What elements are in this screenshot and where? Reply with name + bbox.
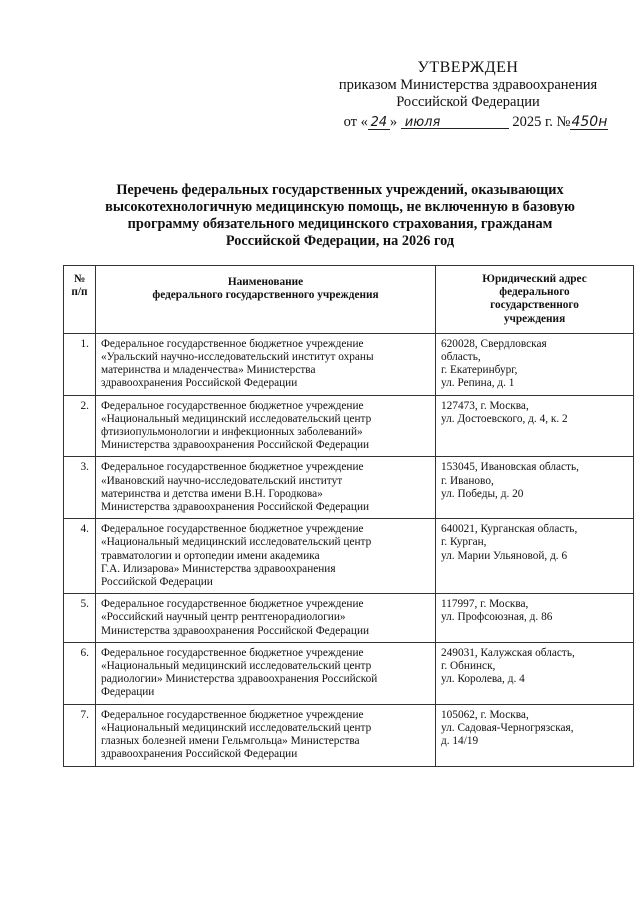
legal-address-line: г. Курган,	[441, 536, 487, 549]
institution-name-line: Министерства здравоохранения Российской Федерации	[101, 624, 370, 637]
table-row	[64, 594, 634, 643]
title-line: Перечень федеральных государственных учреждений, оказывающих	[116, 182, 564, 198]
legal-address-line: 620028, Свердловская	[441, 337, 547, 350]
legal-address	[436, 704, 634, 766]
institution-name	[96, 594, 436, 643]
table-row	[64, 519, 634, 594]
header-address-line: федерального	[499, 286, 570, 299]
institution-name-line: травматологии и ортопедии имени академика	[101, 549, 320, 562]
institution-name	[96, 642, 436, 704]
approval-ministry-line: Российской Федерации	[396, 94, 540, 110]
legal-address-line: 153045, Ивановская область,	[441, 461, 579, 474]
institution-name-line: Министерства здравоохранения Российской Федерации	[101, 501, 370, 514]
table-row	[64, 333, 634, 395]
table-row	[64, 642, 634, 704]
header-name-line: Наименование	[227, 276, 304, 288]
institution-name-line: фтизиопульмонологии и инфекционных заболеваний»	[101, 426, 363, 439]
table-row	[64, 395, 634, 457]
institution-name-line: «Уральский научно-исследовательский институт охраны	[101, 351, 374, 364]
header-address-line: учреждения	[503, 312, 566, 325]
header-name	[96, 266, 436, 334]
legal-address	[436, 395, 634, 457]
institution-name-line: Федеральное государственное бюджетное учреждение	[101, 708, 364, 721]
title-line: программу обязательного медицинского страхования, гражданам	[127, 216, 553, 232]
legal-address	[436, 457, 634, 519]
institution-name-line: Министерства здравоохранения Российской Федерации	[101, 439, 370, 452]
header-address-line: государственного	[490, 299, 579, 312]
institution-name-line: материнства и детства имени В.Н. Городкова»	[101, 487, 323, 500]
institution-name-line: радиологии» Министерства здравоохранения Российской	[101, 673, 378, 686]
handwritten-month: июля	[401, 116, 509, 129]
table-body	[64, 333, 634, 766]
header-address-line: Юридический адрес	[482, 273, 587, 285]
row-number: 7.	[64, 704, 96, 766]
header-number	[64, 266, 96, 334]
row-number: 4.	[64, 519, 96, 594]
legal-address-line: г. Иваново,	[441, 474, 494, 487]
institution-name-line: «Национальный медицинский исследовательский центр	[101, 721, 372, 734]
title-line: Российской Федерации, на 2026 год	[225, 233, 455, 249]
row-number: 3.	[64, 457, 96, 519]
legal-address-line: 249031, Калужская область,	[441, 646, 575, 659]
legal-address-line: 117997, г. Москва,	[441, 598, 529, 611]
table-row	[64, 457, 634, 519]
institution-name	[96, 519, 436, 594]
row-number: 6.	[64, 642, 96, 704]
title-line: высокотехнологичную медицинскую помощь, не включенную в базовую	[105, 199, 575, 215]
legal-address-line: область,	[441, 351, 481, 364]
handwritten-order-number: 450н	[571, 114, 608, 130]
institution-name-line: «Национальный медицинский исследовательский центр	[101, 660, 372, 673]
legal-address-line: ул. Садовая-Черногрязская,	[441, 721, 574, 734]
legal-address-line: 105062, г. Москва,	[441, 708, 529, 721]
approval-block	[318, 58, 618, 131]
institution-name-line: Федеральное государственное бюджетное учреждение	[101, 461, 364, 474]
header-number-line: п/п	[71, 286, 88, 299]
institution-name-line: Федеральное государственное бюджетное учреждение	[101, 523, 364, 536]
institution-name-line: материнства и младенчества» Министерства	[101, 364, 316, 377]
legal-address-line: 640021, Курганская область,	[441, 523, 578, 536]
institution-name	[96, 395, 436, 457]
approval-heading: УТВЕРЖДЕН	[417, 59, 519, 76]
approval-order-line: приказом Министерства здравоохранения	[338, 77, 598, 93]
legal-address-line: г. Обнинск,	[441, 660, 496, 673]
institution-name-line: здравоохранения Российской Федерации	[101, 377, 298, 390]
institution-name-line: «Национальный медицинский исследовательский центр	[101, 536, 372, 549]
institution-name-line: «Российский научный центр рентгенорадиологии»	[101, 611, 346, 624]
legal-address	[436, 642, 634, 704]
legal-address-line: д. 14/19	[441, 735, 479, 748]
legal-address-line: ул. Репина, д. 1	[441, 377, 515, 390]
row-number: 1.	[64, 333, 96, 395]
handwritten-day: 24	[368, 116, 390, 130]
date-year-text: 2025 г. №	[512, 114, 571, 130]
institution-name	[96, 457, 436, 519]
legal-address-line: ул. Достоевского, д. 4, к. 2	[441, 412, 568, 425]
legal-address-line: ул. Королева, д. 4	[441, 673, 525, 686]
institution-name-line: «Национальный медицинский исследовательский центр	[101, 412, 372, 425]
table-row	[64, 704, 634, 766]
institution-name-line: Федеральное государственное бюджетное учреждение	[101, 337, 364, 350]
legal-address-line: ул. Марии Ульяновой, д. 6	[441, 549, 568, 562]
institution-name-line: Федеральное государственное бюджетное учреждение	[101, 399, 364, 412]
institution-name-line: Российской Федерации	[101, 576, 213, 589]
institution-name	[96, 333, 436, 395]
legal-address	[436, 594, 634, 643]
header-address	[436, 266, 634, 334]
legal-address-line: ул. Профсоюзная, д. 86	[441, 611, 553, 624]
header-number-line: №	[73, 273, 86, 285]
institution-name-line: Федеральное государственное бюджетное учреждение	[101, 646, 364, 659]
institution-name-line: «Ивановский научно-исследовательский институт	[101, 474, 343, 487]
header-name-line: федерального государственного учреждения	[152, 289, 379, 302]
legal-address	[436, 519, 634, 594]
institution-name	[96, 704, 436, 766]
row-number: 5.	[64, 594, 96, 643]
legal-address	[436, 333, 634, 395]
institutions-table	[63, 265, 634, 767]
row-number: 2.	[64, 395, 96, 457]
institution-name-line: глазных болезней имени Гельмгольца» Министерства	[101, 735, 360, 748]
document-title	[60, 182, 620, 250]
institution-name-line: Федерации	[101, 686, 155, 699]
approval-date-line	[326, 114, 626, 131]
institution-name-line: Г.А. Илизарова» Министерства здравоохранения	[101, 562, 336, 575]
date-prefix: от «	[343, 114, 368, 130]
institution-name-line: здравоохранения Российской Федерации	[101, 748, 298, 761]
legal-address-line: 127473, г. Москва,	[441, 399, 529, 412]
date-day-close: »	[389, 114, 398, 130]
legal-address-line: г. Екатеринбург,	[441, 364, 518, 377]
table-header-row	[64, 266, 634, 334]
legal-address-line: ул. Победы, д. 20	[441, 487, 524, 500]
institution-name-line: Федеральное государственное бюджетное учреждение	[101, 598, 364, 611]
